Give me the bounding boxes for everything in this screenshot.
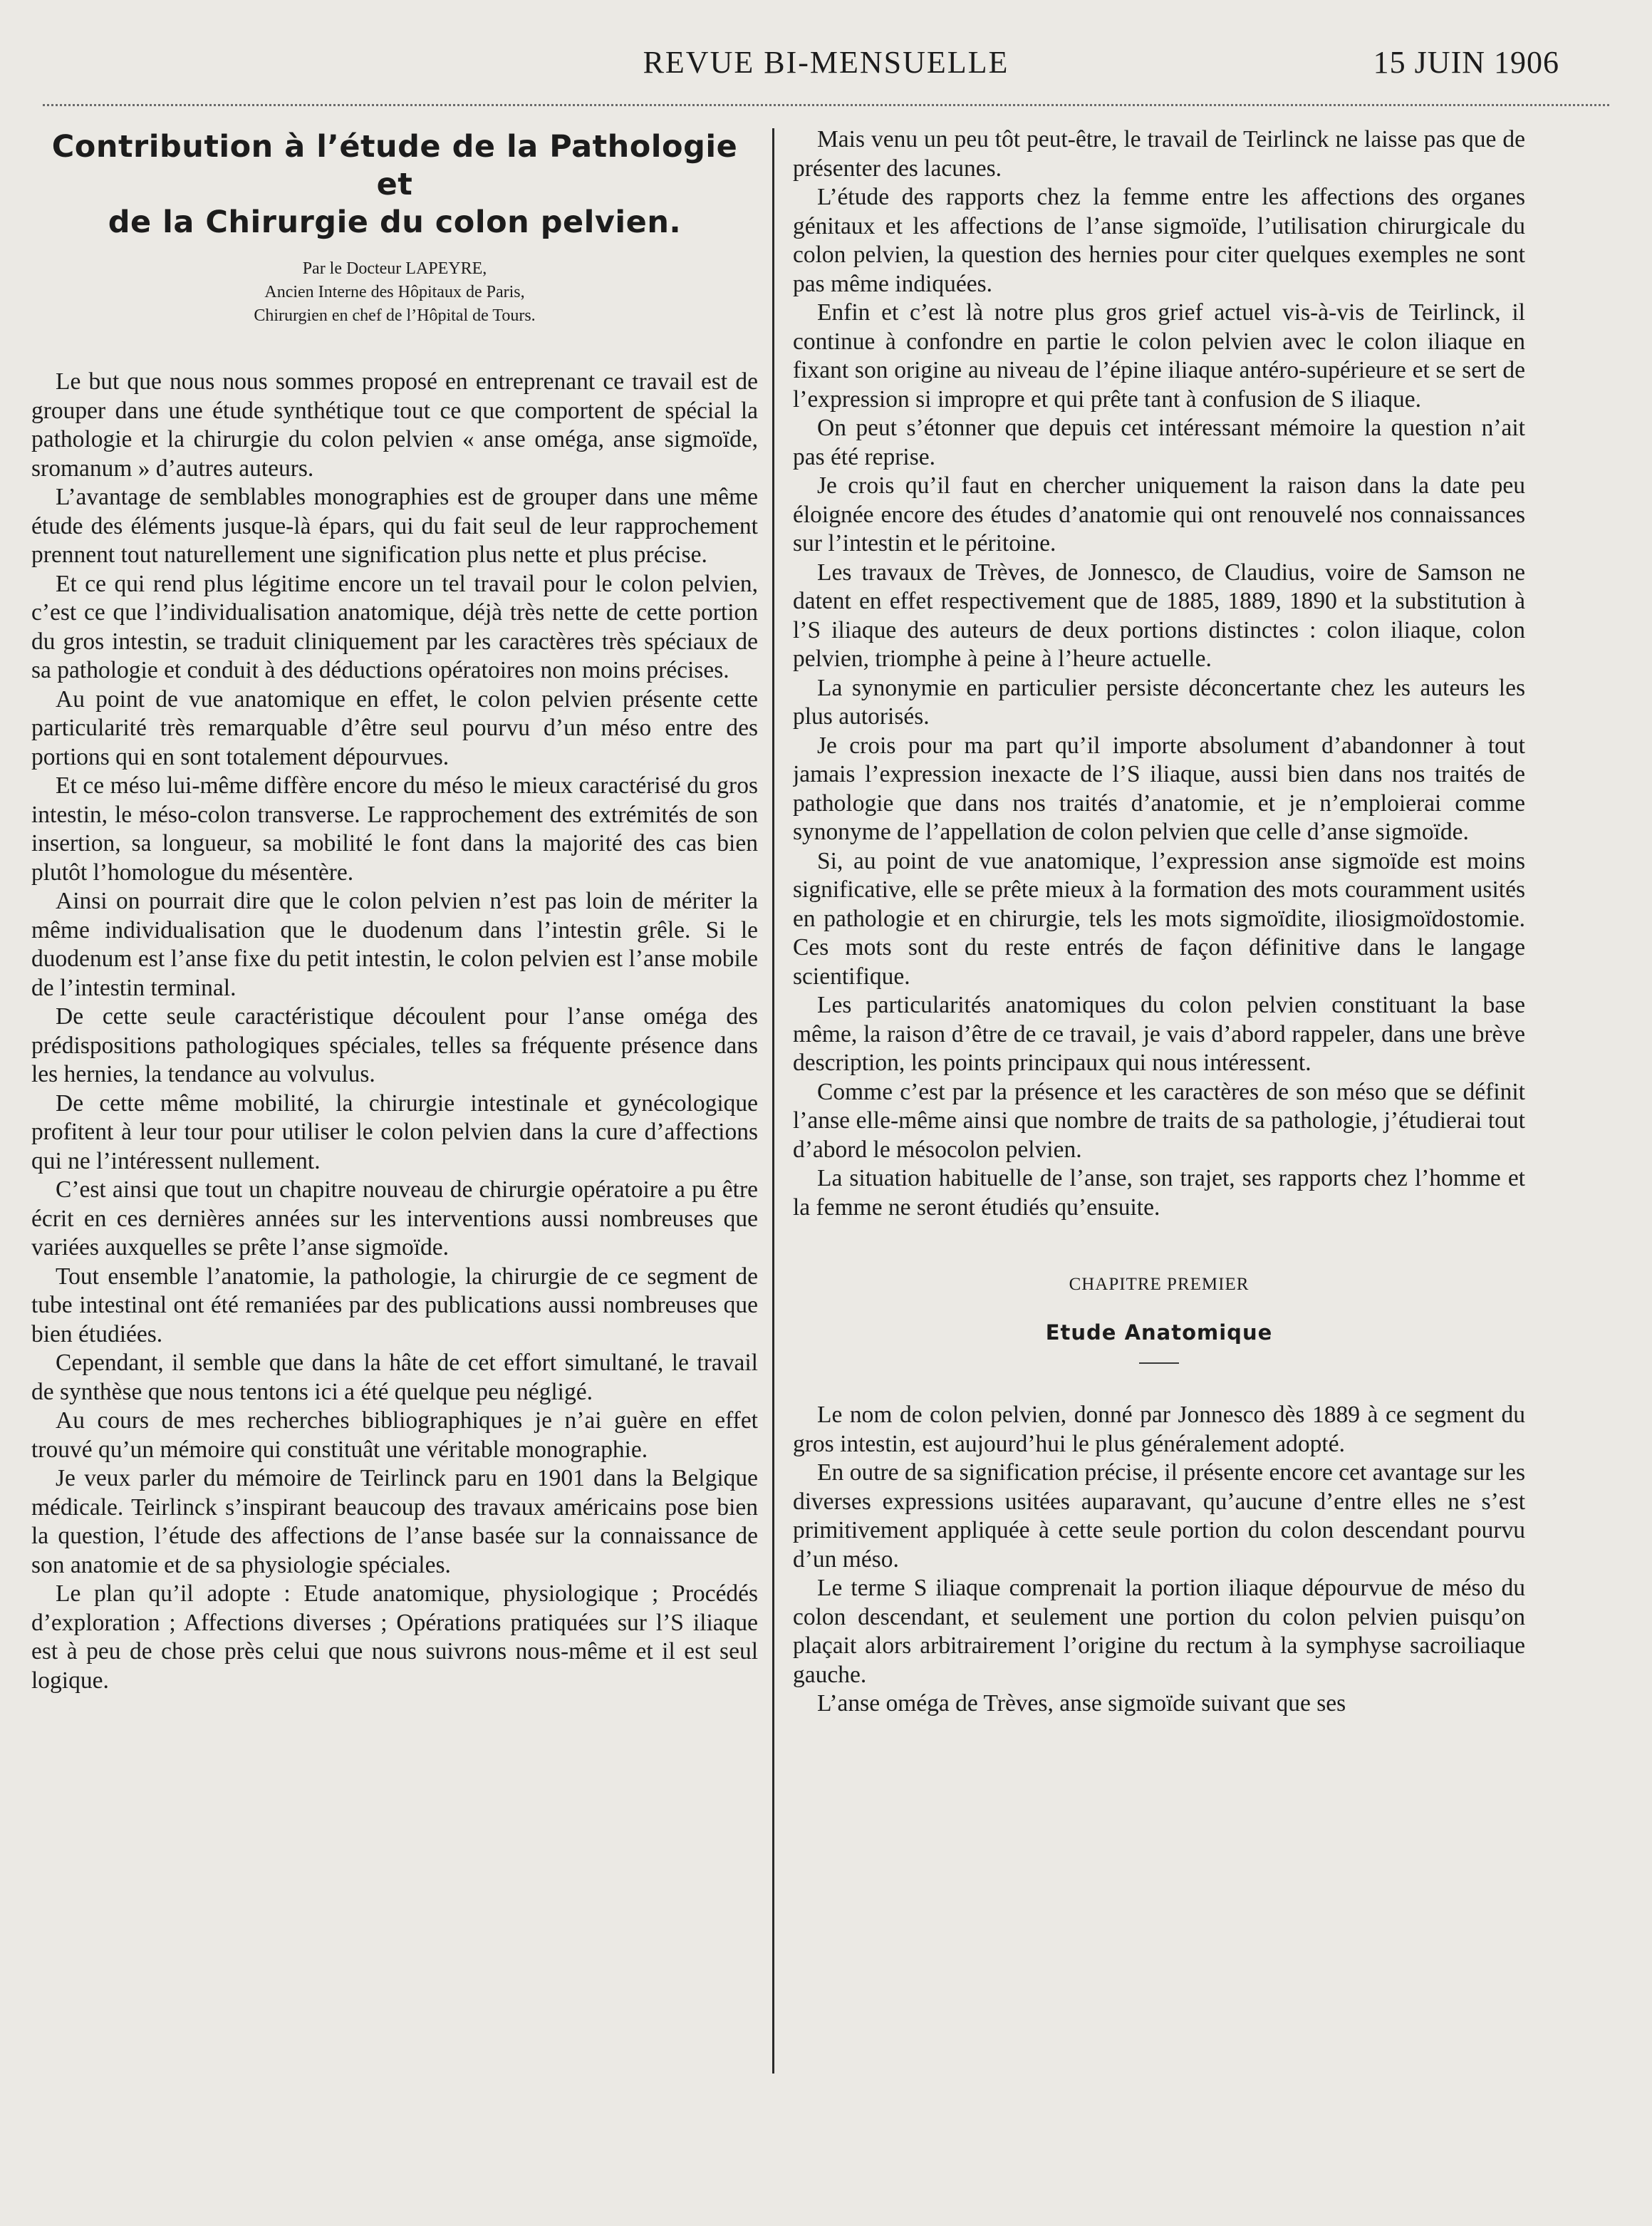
paragraph: Et ce qui rend plus légitime encore un tel travail pour le colon pelvien, c’est ce que l’individualisation anatomique, déjà très nette de cette portion du gros intestin, se traduit cliniquement par les caractères très spéciaux de sa pathologie et conduit à des déductions opératoires non moins précises. [31,570,758,683]
paragraph: De cette même mobilité, la chirurgie intestinale et gynécologique profitent à leur tour pour utiliser le colon pelvien dans la cure d’affections qui ne l’intéressent nullement. [31,1089,758,1174]
paragraph: Les particularités anatomiques du colon pelvien constituant la base même, la raison d’être de ce travail, je vais d’abord rappeler, dans une brève description, les points principaux qui nous intéressent. [793,992,1525,1076]
section-heading: Etude Anatomique [1045,1320,1273,1345]
paragraph: L’étude des rapports chez la femme entre les affections des organes génitaux et les affections de l’anse sigmoïde, l’utilisation chirurgicale du colon pelvien, la question des hernies pour citer quelques exemples ne sont pas même indiquées. [793,184,1525,297]
paragraph: Mais venu un peu tôt peut-être, le travail de Teirlinck ne laisse pas que de présenter des lacunes. [793,126,1525,182]
byline-position: Chirurgien en chef de l’Hôpital de Tours. [254,306,536,325]
paragraph: L’avantage de semblables monographies est de grouper dans une même étude des éléments jusque-là épars, qui du fait seul de leur rapprochement prennent tout naturellement une signification plus nette et plus précise. [31,484,758,568]
article-title-line-2: de la Chirurgie du colon pelvien. [108,205,682,240]
column-divider [772,128,774,2074]
article-title-line-1: Contribution à l’étude de la Pathologie et [51,129,738,202]
paragraph: Les travaux de Trèves, de Jonnesco, de Claudius, voire de Samson ne datent en effet respectivement que de 1885, 1889, 1890 et la substitution à l’S iliaque des auteurs de deux portions distinctes : colon iliaque, colon pelvien, triomphe à peine à l’heure actuelle. [793,559,1525,672]
paragraph: Si, au point de vue anatomique, l’expression anse sigmoïde est moins significative, elle se prête mieux à la formation des mots couramment usités en pathologie et en chirurgie, tels les mots sigmoïdite, iliosigmoïdostomie. Ces mots sont du reste entrés de façon définitive dans le langage scientifique. [793,847,1525,990]
paragraph: Cependant, il semble que dans la hâte de cet effort simultané, le travail de synthèse que nous tentons ici a été quelque peu négligé. [31,1350,758,1405]
paragraph: Au cours de mes recherches bibliographiques je n’ai guère en effet trouvé qu’un mémoire qui constituât une véritable monographie. [31,1407,758,1463]
paragraph: Le but que nous nous sommes proposé en entreprenant ce travail est de grouper dans une étude synthétique tout ce que comportent de spécial la pathologie et la chirurgie du colon pelvien « anse oméga, anse sigmoïde, sromanum » d’autres auteurs. [31,368,758,482]
article-title [31,128,758,242]
paragraph: L’anse oméga de Trèves, anse sigmoïde suivant que ses [817,1690,1346,1717]
right-column [793,125,1525,2205]
paragraph: Enfin et c’est là notre plus gros grief actuel vis-à-vis de Teirlinck, il continue à confondre en partie le colon pelvien avec le colon iliaque en fixant son origine au niveau de l’épine iliaque antéro-supérieure et se sert de l’expression si impropre et qui prête tant à confusion de S iliaque. [793,299,1525,413]
paragraph: La situation habituelle de l’anse, son trajet, ses rapports chez l’homme et la femme ne seront étudiés qu’ensuite. [793,1165,1525,1221]
author-byline [31,257,758,328]
header-divider [43,104,1609,106]
byline-author: Par le Docteur LAPEYRE, [302,259,487,278]
paragraph: Et ce méso lui-même diffère encore du méso le mieux caractérisé du gros intestin, le méso-colon transverse. Le rapprochement des extrémités de son insertion, sa longueur, sa mobilité le font dans la majorité des cas bien plutôt l’homologue du mésentère. [31,772,758,886]
paragraph: Je crois qu’il faut en chercher uniquement la raison dans la date peu éloignée encore des études d’anatomie qui ont renouvelé nos connaissances sur l’intestin et le péritoine. [793,472,1525,556]
running-header [43,44,1609,94]
byline-credential: Ancien Interne des Hôpitaux de Paris, [264,283,525,301]
chapter-heading: CHAPITRE PREMIER [1069,1275,1250,1294]
paragraph: On peut s’étonner que depuis cet intéressant mémoire la question n’ait pas été reprise. [793,415,1525,470]
paragraph: En outre de sa signification précise, il présente encore cet avantage sur les diverses expressions usitées auparavant, qu’aucune d’entre elles ne s’est primitivement appliquée à cette seule portion du colon descendant pourvu d’un méso. [793,1459,1525,1573]
spacer [793,1364,1525,1401]
paragraph: Ainsi on pourrait dire que le colon pelvien n’est pas loin de mériter la même individualisation que le duodenum dans l’intestin grêle. Si le duodenum est l’anse fixe du petit intestin, le colon pelvien est l’anse mobile de l’intestin terminal. [31,888,758,1001]
paragraph: Je crois pour ma part qu’il importe absolument d’abandonner à tout jamais l’expression inexacte de l’S iliaque, aussi bien dans nos traités de pathologie que dans nos traités d’anatomie, et je n’emploierai comme synonyme de l’appellation de colon pelvien que celle d’anse sigmoïde. [793,732,1525,845]
journal-title: REVUE BI-MENSUELLE [643,45,1009,80]
paragraph: Le terme S iliaque comprenait la portion iliaque dépourvue de méso du colon descendant, et seulement une portion du colon pelvien puisqu’on plaçait alors arbitrairement l’origine du rectum à la symphyse sacroiliaque gauche. [793,1575,1525,1688]
spacer [31,328,758,368]
paragraph: La synonymie en particulier persiste déconcertante chez les auteurs les plus autorisés. [793,674,1525,730]
paragraph: Le nom de colon pelvien, donné par Jonnesco dès 1889 à ce segment du gros intestin, est aujourd’hui le plus généralement adopté. [793,1402,1525,1457]
paragraph: Au point de vue anatomique en effet, le colon pelvien présente cette particularité très remarquable d’être seul pourvu d’un méso entre des portions qui en sont totalement dépourvues. [31,685,758,770]
paragraph: Comme c’est par la présence et les caractères de son méso que se définit l’anse elle-même ainsi que nombre de traits de sa pathologie, j’étudierai tout d’abord le mésocolon pelvien. [793,1078,1525,1163]
issue-date: 15 JUIN 1906 [1373,45,1559,80]
paragraph: Tout ensemble l’anatomie, la pathologie, la chirurgie de ce segment de tube intestinal ont été remaniées par des publications aussi nombreuses que bien étudiées. [31,1263,758,1347]
paragraph: C’est ainsi que tout un chapitre nouveau de chirurgie opératoire a pu être écrit en ces dernières années sur les interventions aussi nombreuses que variées auxquelles se prête l’anse sigmoïde. [31,1176,758,1260]
paragraph: Le plan qu’il adopte : Etude anatomique, physiologique ; Procédés d’exploration ; Affections diverses ; Opérations pratiquées sur l’S iliaque est à peu de chose près celui que nous suivrons nous-même et il est seul logique. [31,1580,758,1694]
left-column [31,125,758,2205]
paragraph: De cette seule caractéristique découlent pour l’anse oméga des prédispositions pathologiques spéciales, telles sa fréquente présence dans les hernies, la tendance au volvulus. [31,1003,758,1087]
paragraph: Je veux parler du mémoire de Teirlinck paru en 1901 dans la Belgique médicale. Teirlinck s’inspirant beaucoup des travaux américains pose bien la question, l’étude des affections de l’anse basée sur la connaissance de son anatomie et de sa physiologie spéciales. [31,1465,758,1578]
